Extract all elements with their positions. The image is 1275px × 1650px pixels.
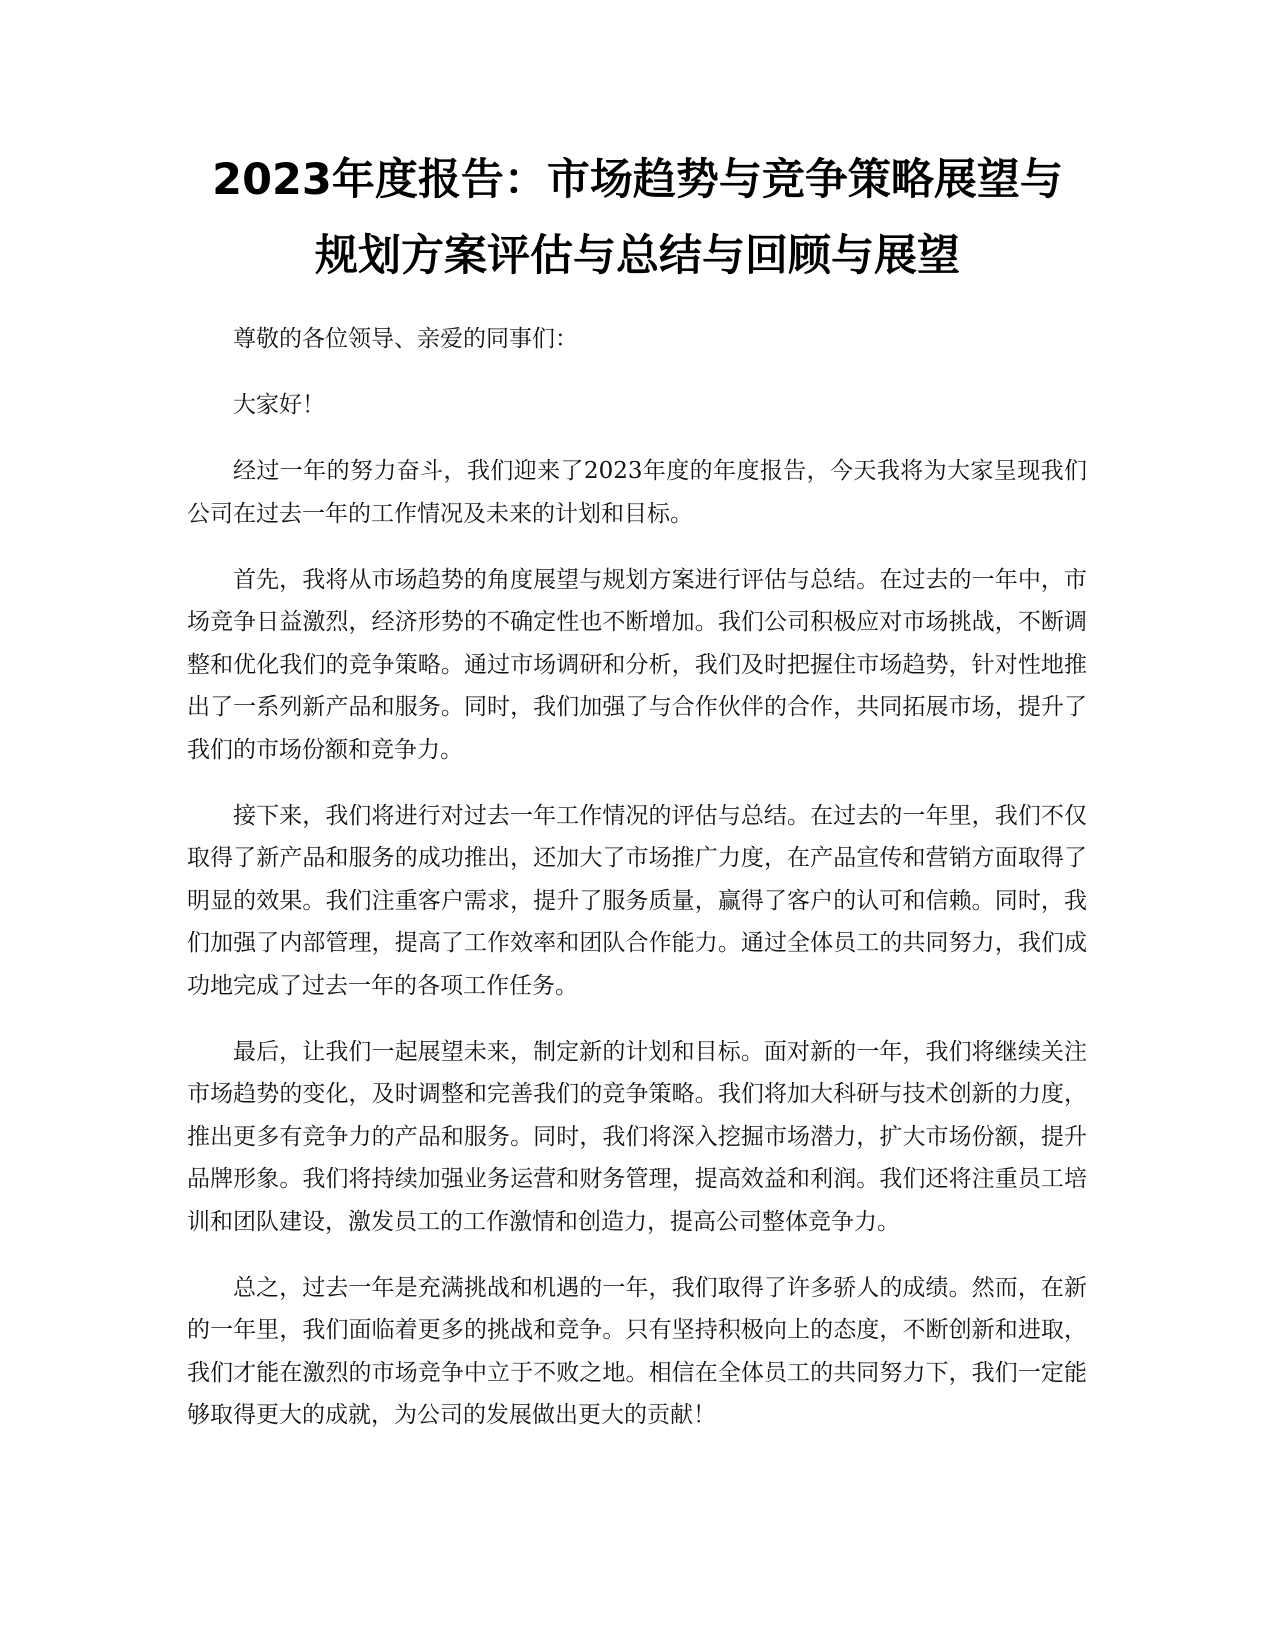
- intro-paragraph: 经过一年的努力奋斗，我们迎来了2023年度的年度报告，今天我将为大家呈现我们公司在过去一年的工作情况及未来的计划和目标。: [187, 458, 1087, 527]
- title-line-1: 2023年度报告：市场趋势与竞争策略展望与: [212, 155, 1063, 205]
- greeting-paragraph: 大家好！: [233, 392, 325, 418]
- document-body: [187, 318, 1087, 1460]
- work-review-paragraph: 接下来，我们将进行对过去一年工作情况的评估与总结。在过去的一年里，我们不仅取得了新产品和服务的成功推出，还加大了市场推广力度，在产品宣传和营销方面取得了明显的效果。我们注重客户需求，提升了服务质量，赢得了客户的认可和信赖。同时，我们加强了内部管理，提高了工作效率和团队合作能力。通过全体员工的共同努力，我们成功地完成了过去一年的各项工作任务。: [187, 802, 1087, 999]
- market-trend-paragraph: 首先，我将从市场趋势的角度展望与规划方案进行评估与总结。在过去的一年中，市场竞争日益激烈，经济形势的不确定性也不断增加。我们公司积极应对市场挑战，不断调整和优化我们的竞争策略。通过市场调研和分析，我们及时把握住市场趋势，针对性地推出了一系列新产品和服务。同时，我们加强了与合作伙伴的合作，共同拓展市场，提升了我们的市场份额和竞争力。: [187, 566, 1087, 763]
- salutation-paragraph: 尊敬的各位领导、亲爱的同事们：: [233, 326, 578, 352]
- conclusion-paragraph: 总之，过去一年是充满挑战和机遇的一年，我们取得了许多骄人的成绩。然而，在新的一年里，我们面临着更多的挑战和竞争。只有坚持积极向上的态度，不断创新和进取，我们才能在激烈的市场竞争中立于不败之地。相信在全体员工的共同努力下，我们一定能够取得更大的成就，为公司的发展做出更大的贡献！: [187, 1274, 1087, 1428]
- document-title: [150, 142, 1125, 294]
- future-plan-paragraph: 最后，让我们一起展望未来，制定新的计划和目标。面对新的一年，我们将继续关注市场趋势的变化，及时调整和完善我们的竞争策略。我们将加大科研与技术创新的力度，推出更多有竞争力的产品和服务。同时，我们将深入挖掘市场潜力，扩大市场份额，提升品牌形象。我们将持续加强业务运营和财务管理，提高效益和利润。我们还将注重员工培训和团队建设，激发员工的工作激情和创造力，提高公司整体竞争力。: [187, 1038, 1087, 1235]
- title-line-2: 规划方案评估与总结与回顾与展望: [315, 231, 960, 281]
